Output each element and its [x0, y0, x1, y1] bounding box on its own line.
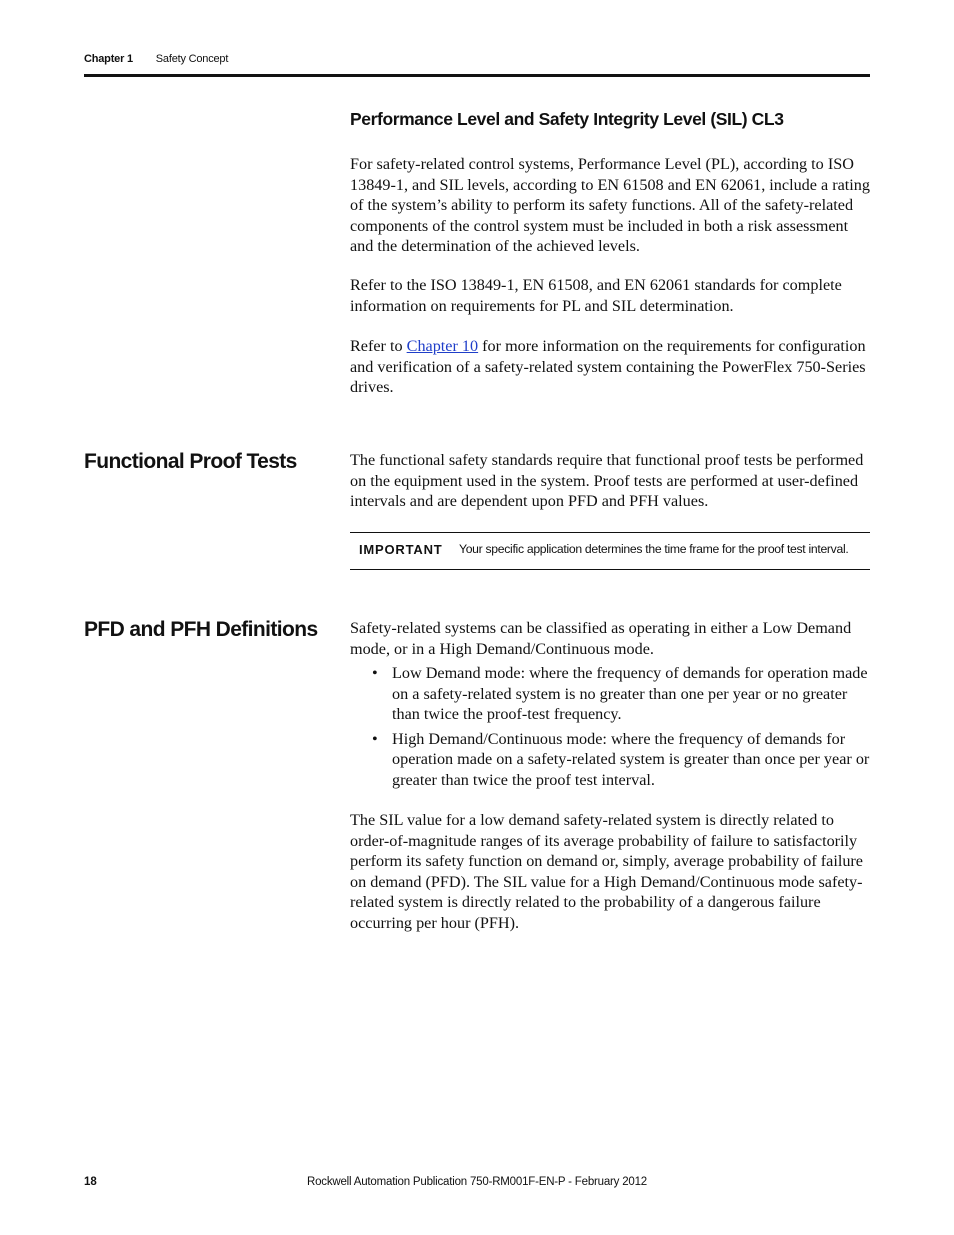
proof-tests-para: The functional safety standards require that functional proof tests be performed on the equipment used in the system. Proof tests are performed at user-defined intervals and are dependent upon PFD and PFH values.	[350, 451, 864, 510]
sil-para-2: Refer to the ISO 13849-1, EN 61508, and EN 62061 standards for complete information on requirements for PL and SIL determination.	[350, 276, 842, 315]
chapter-title: Safety Concept	[155, 53, 229, 65]
chapter-label: Chapter 1	[84, 53, 133, 65]
demand-mode-list	[350, 663, 870, 790]
sil-heading: Performance Level and Safety Integrity Level (SIL) CL3	[350, 109, 784, 129]
list-item: • Low Demand mode: where the frequency of demands for operation made on a safety-related system is no greater than one per year or no greater than twice the proof-test frequency.	[372, 664, 868, 723]
chapter-10-link[interactable]: Chapter 10	[406, 337, 479, 355]
proof-tests-heading: Functional Proof Tests	[84, 450, 297, 473]
important-label: IMPORTANT	[359, 542, 443, 557]
sil-para-1: For safety-related control systems, Performance Level (PL), according to ISO 13849-1, and SIL levels, according to EN 61508 and EN 62061, include a rating of the system’s ability to perform its safety functions. All of the safety-related components of the control system must be included in both a risk assessment and the determination of the achieved levels.	[350, 155, 870, 255]
list-item: • High Demand/Continuous mode: where the frequency of demands for operation made on a safety-related system is greater than once per year or greater than twice the proof test interval.	[372, 729, 870, 789]
page-number: 18	[84, 1176, 97, 1188]
header-rule	[84, 74, 870, 77]
bullet-icon: •	[372, 729, 378, 748]
important-text: Your specific application determines the time frame for the proof test interval.	[459, 542, 849, 556]
publication-footer: Rockwell Automation Publication 750-RM001F-EN-P - February 2012	[306, 1176, 648, 1188]
sil-para-3: Refer to Chapter 10 for more information on the requirements for configuration and verification of a safety-related system containing the PowerFlex 750-Series drives.	[350, 337, 866, 396]
running-header	[84, 53, 228, 65]
bullet-icon: •	[372, 664, 378, 682]
important-box	[350, 532, 870, 570]
pfd-pfh-body	[350, 618, 870, 794]
pfd-pfh-heading: PFD and PFH Definitions	[84, 618, 318, 641]
pfd-pfh-para: The SIL value for a low demand safety-related system is directly related to order-of-magnitude ranges of its average probability of failure to satisfactorily perform its safety function on demand or, simply, average probability of failure on demand (PFD). The SIL value for a High Demand/Continuous mode safety-related system is directly related to the probability of a dangerous failure occurring per hour (PFH).	[350, 811, 863, 932]
pfd-intro: Safety-related systems can be classified as operating in either a Low Demand mode, or in a High Demand/Continuous mode.	[350, 619, 852, 658]
